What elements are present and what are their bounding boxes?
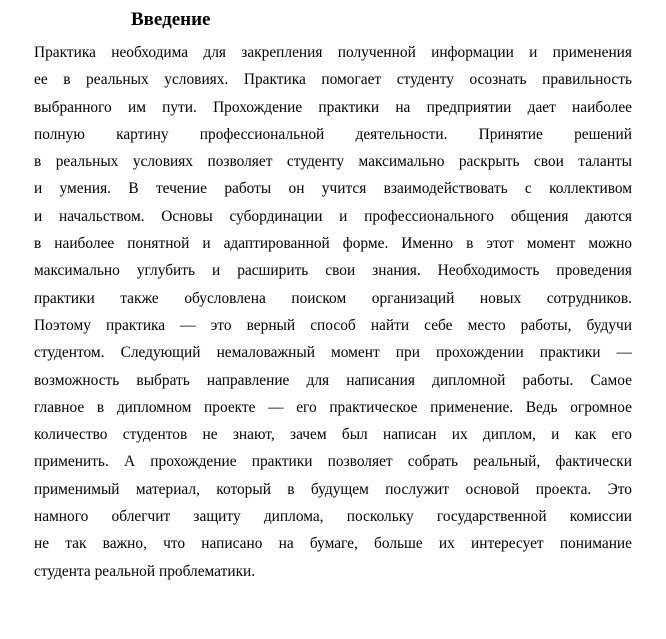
document-title: Введение	[131, 9, 211, 30]
text-line: и начальством. Основы субординации и профессионального общения даются	[34, 207, 632, 225]
text-line: Поэтому практика — это верный способ найти себе место работы, будучи	[34, 316, 632, 334]
text-line: в реальных условиях позволяет студенту максимально раскрыть свои таланты	[34, 153, 632, 171]
text-line: выбранного им пути. Прохождение практики на предприятии дает наиболее	[34, 98, 632, 116]
text-line: студентом. Следующий немаловажный момент при прохождении практики —	[34, 344, 632, 362]
text-line: максимально углубить и расширить свои знания. Необходимость проведения	[34, 262, 632, 280]
text-line: количество студентов не знают, зачем был написан их диплом, и как его	[34, 426, 632, 444]
text-line: студента реальной проблематики.	[34, 562, 256, 580]
text-line: Практика необходима для закрепления полученной информации и применения	[34, 44, 632, 61]
text-line: ее в реальных условиях. Практика помогает студенту осознать правильность	[34, 71, 632, 89]
text-line: главное в дипломном проекте — его практическое применение. Ведь огромное	[34, 398, 632, 416]
text-line: и умения. В течение работы он учится взаимодействовать с коллективом	[34, 180, 632, 198]
text-line: возможность выбрать направление для написания дипломной работы. Самое	[34, 371, 632, 389]
text-line: применимый материал, который в будущем послужит основой проекта. Это	[34, 480, 632, 498]
text-line: намного облегчит защиту диплома, поскольку государственной комиссии	[34, 508, 632, 526]
text-line: полную картину профессиональной деятельности. Принятие решений	[34, 125, 632, 143]
text-line: не так важно, что написано на бумаге, больше их интересует понимание	[34, 535, 632, 553]
text-line: практики также обусловлена поиском организаций новых сотрудников.	[34, 289, 632, 307]
document-body	[34, 39, 632, 585]
text-line: применить. А прохождение практики позволяет собрать реальный, фактически	[34, 453, 632, 471]
text-line: в наиболее понятной и адаптированной форме. Именно в этот момент можно	[34, 235, 632, 253]
